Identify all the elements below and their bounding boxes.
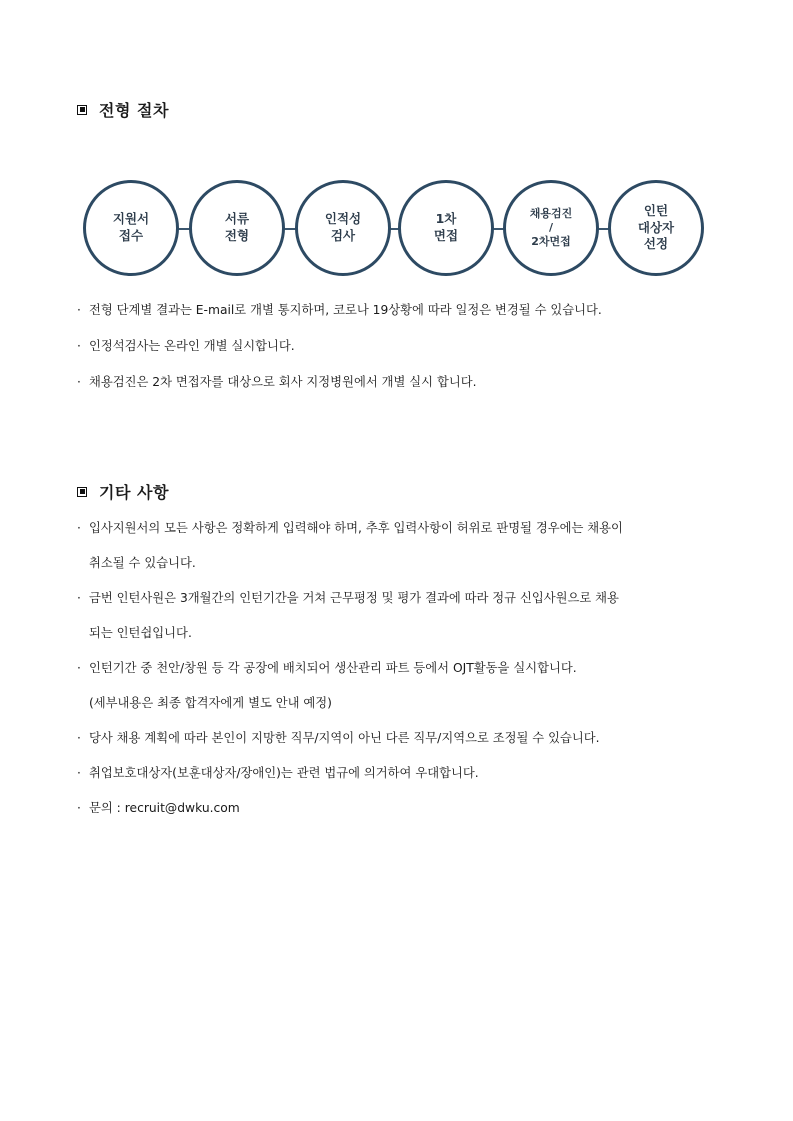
list-item-text: 입사지원서의 모든 사항은 정확하게 입력해야 하며, 추후 입력사항이 허위로 판명될 경우에는 채용이 <box>89 521 623 535</box>
list-item <box>77 373 737 391</box>
selection-notes-list <box>77 301 737 409</box>
list-item <box>77 799 737 817</box>
section-title-other-notes <box>77 480 169 503</box>
list-item <box>77 519 737 572</box>
list-item-text: 취업보호대상자(보훈대상자/장애인)는 관련 법규에 의거하여 우대합니다. <box>89 766 479 780</box>
bullet-dot: · <box>77 375 81 389</box>
flow-step-4 <box>398 180 494 276</box>
list-item-text-continued: (세부내용은 최종 합격자에게 별도 안내 예정) <box>89 696 332 710</box>
list-item <box>77 764 737 782</box>
list-item <box>77 301 737 319</box>
flow-step-5 <box>503 180 599 276</box>
square-marker-icon <box>77 105 87 115</box>
list-item-text: 인정석검사는 온라인 개별 실시합니다. <box>89 339 295 353</box>
section-title-selection-process <box>77 98 169 121</box>
list-item-text-continued: 취소될 수 있습니다. <box>89 556 196 570</box>
flow-step-1 <box>83 180 179 276</box>
list-item-text: 금번 인턴사원은 3개월간의 인턴기간을 거쳐 근무평정 및 평가 결과에 따라 정규 신입사원으로 채용 <box>89 591 619 605</box>
list-item-text: 전형 단계별 결과는 E-mail로 개별 통지하며, 코로나 19상황에 따라 일정은 변경될 수 있습니다. <box>89 303 602 317</box>
bullet-dot: · <box>77 661 81 675</box>
list-item-text-continued: 되는 인턴쉽입니다. <box>89 626 192 640</box>
bullet-dot: · <box>77 303 81 317</box>
flow-step-6 <box>608 180 704 276</box>
other-notes-list <box>77 519 737 834</box>
flow-step-label: 인턴 대상자 선정 <box>637 202 675 252</box>
flow-step-3 <box>295 180 391 276</box>
section-title-text: 전형 절차 <box>99 101 169 120</box>
list-item-text: 당사 채용 계획에 따라 본인이 지망한 직무/지역이 아닌 다른 직무/지역으로 조정될 수 있습니다. <box>89 731 600 745</box>
bullet-dot: · <box>77 521 81 535</box>
bullet-dot: · <box>77 766 81 780</box>
list-item-text: 인턴기간 중 천안/창원 등 각 공장에 배치되어 생산관리 파트 등에서 OJT활동을 실시합니다. <box>89 661 577 675</box>
bullet-dot: · <box>77 339 81 353</box>
list-item <box>77 729 737 747</box>
bullet-dot: · <box>77 731 81 745</box>
bullet-dot: · <box>77 591 81 605</box>
flow-step-2 <box>189 180 285 276</box>
flow-step-label: 1차 면접 <box>433 211 459 243</box>
list-item-text: 채용검진은 2차 면접자를 대상으로 회사 지정병원에서 개별 실시 합니다. <box>89 375 477 389</box>
bullet-dot: · <box>77 801 81 815</box>
flow-step-label: 서류 전형 <box>224 211 250 243</box>
list-item <box>77 589 737 642</box>
process-flow-diagram <box>80 176 710 282</box>
list-item <box>77 337 737 355</box>
flow-step-label: 인적성 검사 <box>324 211 362 243</box>
flow-step-label: 채용검진 / 2차면접 <box>529 206 573 249</box>
list-item <box>77 659 737 712</box>
contact-email: 문의 : recruit@dwku.com <box>89 801 240 815</box>
section-title-text: 기타 사항 <box>99 483 169 502</box>
flow-step-label: 지원서 접수 <box>112 211 150 243</box>
square-marker-icon <box>77 487 87 497</box>
